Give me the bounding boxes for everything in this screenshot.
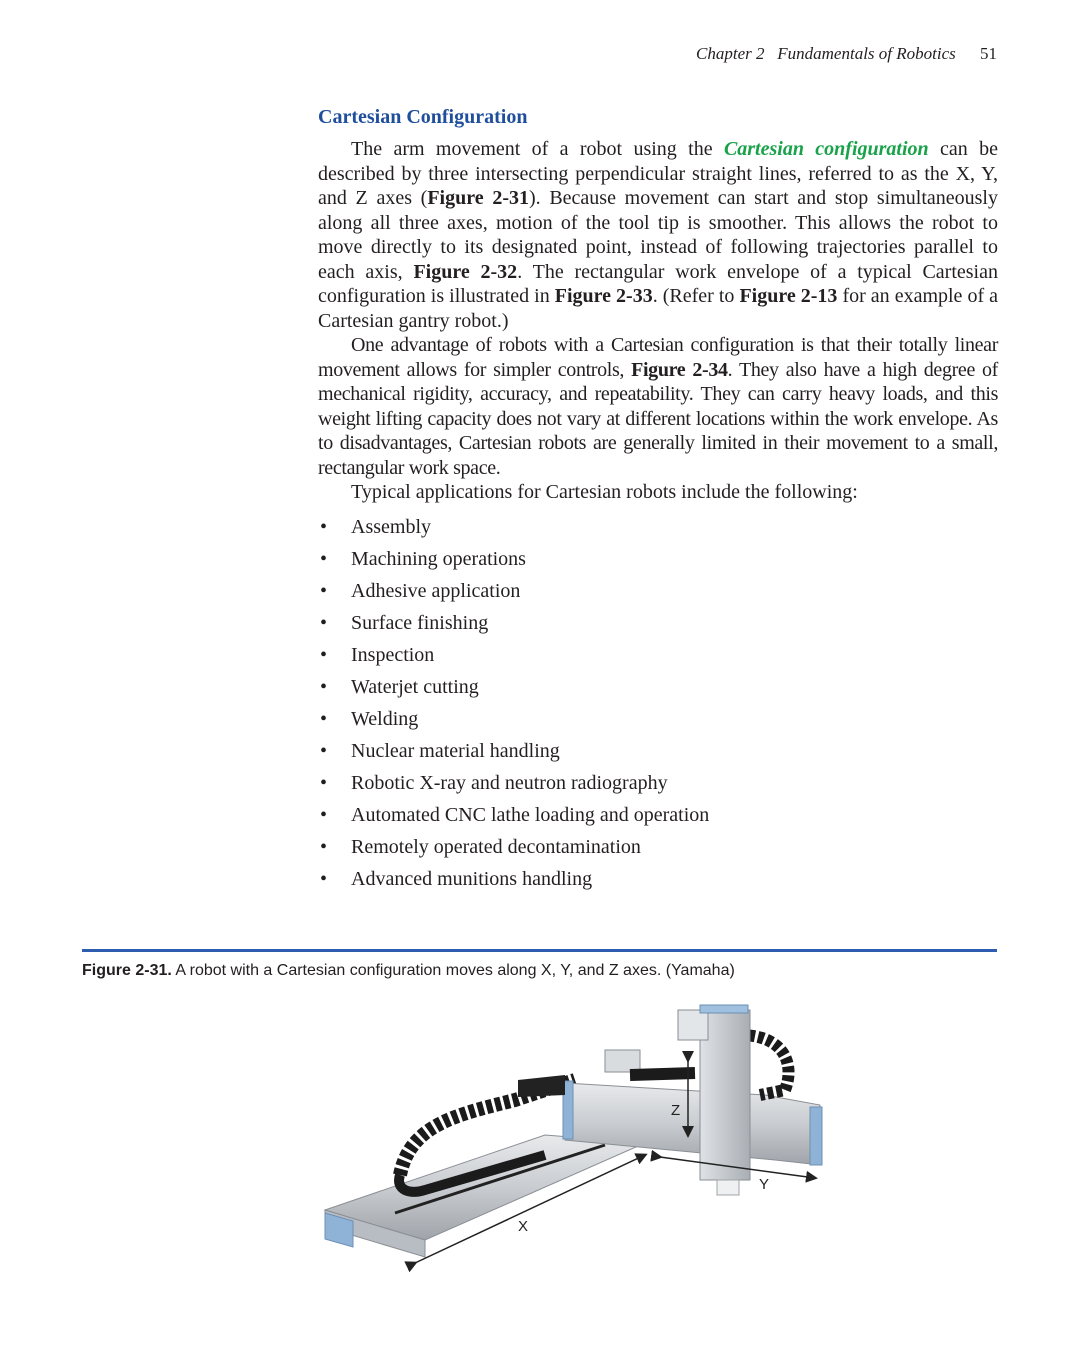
figure-ref: Figure 2-32 <box>413 260 518 283</box>
list-item: • Assembly <box>318 511 998 543</box>
z-axis-label: Z <box>671 1102 681 1119</box>
paragraph-2: One advantage of robots with a Cartesian configuration is that their totally linear movement allows for simpler controls, Figure 2-34. They also have a high degree of mechanical rigidity, accuracy, and repeatability. They can carry heavy loads, and this weight lifting capacity does not vary at different locations within the work envelope. As to disadvantages, Cartesian robots are generally limited in their movement to a small, rectangular work space. <box>318 334 998 479</box>
chapter-label: Chapter 2 <box>696 44 765 63</box>
list-item: • Inspection <box>318 639 998 671</box>
list-item: • Remotely operated decontamination <box>318 831 998 863</box>
figure-divider <box>82 949 997 952</box>
figure-caption: Figure 2-31. A robot with a Cartesian configuration moves along X, Y, and Z axes. (Yamaha) <box>82 962 735 979</box>
paragraph-3: Typical applications for Cartesian robots include the following: <box>351 481 858 503</box>
figure-ref: Figure 2-31 <box>427 187 529 209</box>
figure-ref: Figure 2-33 <box>554 285 653 307</box>
applications-list <box>318 511 998 895</box>
figure-ref: Figure 2-13 <box>739 285 838 307</box>
figure-ref: Figure 2-34 <box>631 358 728 381</box>
cartesian-robot-illustration <box>315 995 835 1285</box>
list-item: • Robotic X-ray and neutron radiography <box>318 767 998 799</box>
list-item: • Automated CNC lathe loading and operation <box>318 799 998 831</box>
y-axis-label: Y <box>759 1176 770 1193</box>
list-item: • Adhesive application <box>318 575 998 607</box>
section-cartesian-configuration <box>318 106 998 895</box>
key-term: Cartesian configuration <box>723 138 929 160</box>
list-item: • Welding <box>318 703 998 735</box>
running-head <box>696 44 997 64</box>
paragraph-1: The arm movement of a robot using the Cartesian configuration can be described by three intersecting perpendicular straight lines, referred to as the X, Y, and Z axes (Figure 2-31). Because movement can start and stop simultaneously along all three axes, motion of the tool tip is smoother. This allows the robot to move directly to its designated point, instead of following trajectories parallel to each axis, Figure 2-32. The rectangular work envelope of a typical Cartesian configuration is illustrated in Figure 2-33. (Refer to Figure 2-13 for an example of a Cartesian gantry robot.) <box>318 138 999 332</box>
cartesian-robot-figure <box>315 995 835 1285</box>
section-heading: Cartesian Configuration <box>318 106 528 128</box>
figure-label: Figure 2-31. <box>82 962 172 979</box>
x-axis-label: X <box>518 1218 529 1235</box>
chapter-title: Fundamentals of Robotics <box>777 44 956 63</box>
list-item: • Surface finishing <box>318 607 998 639</box>
list-item: • Nuclear material handling <box>318 735 998 767</box>
page-number: 51 <box>980 44 997 63</box>
list-item: • Advanced munitions handling <box>318 863 998 895</box>
list-item: • Machining operations <box>318 543 998 575</box>
list-item: • Waterjet cutting <box>318 671 998 703</box>
